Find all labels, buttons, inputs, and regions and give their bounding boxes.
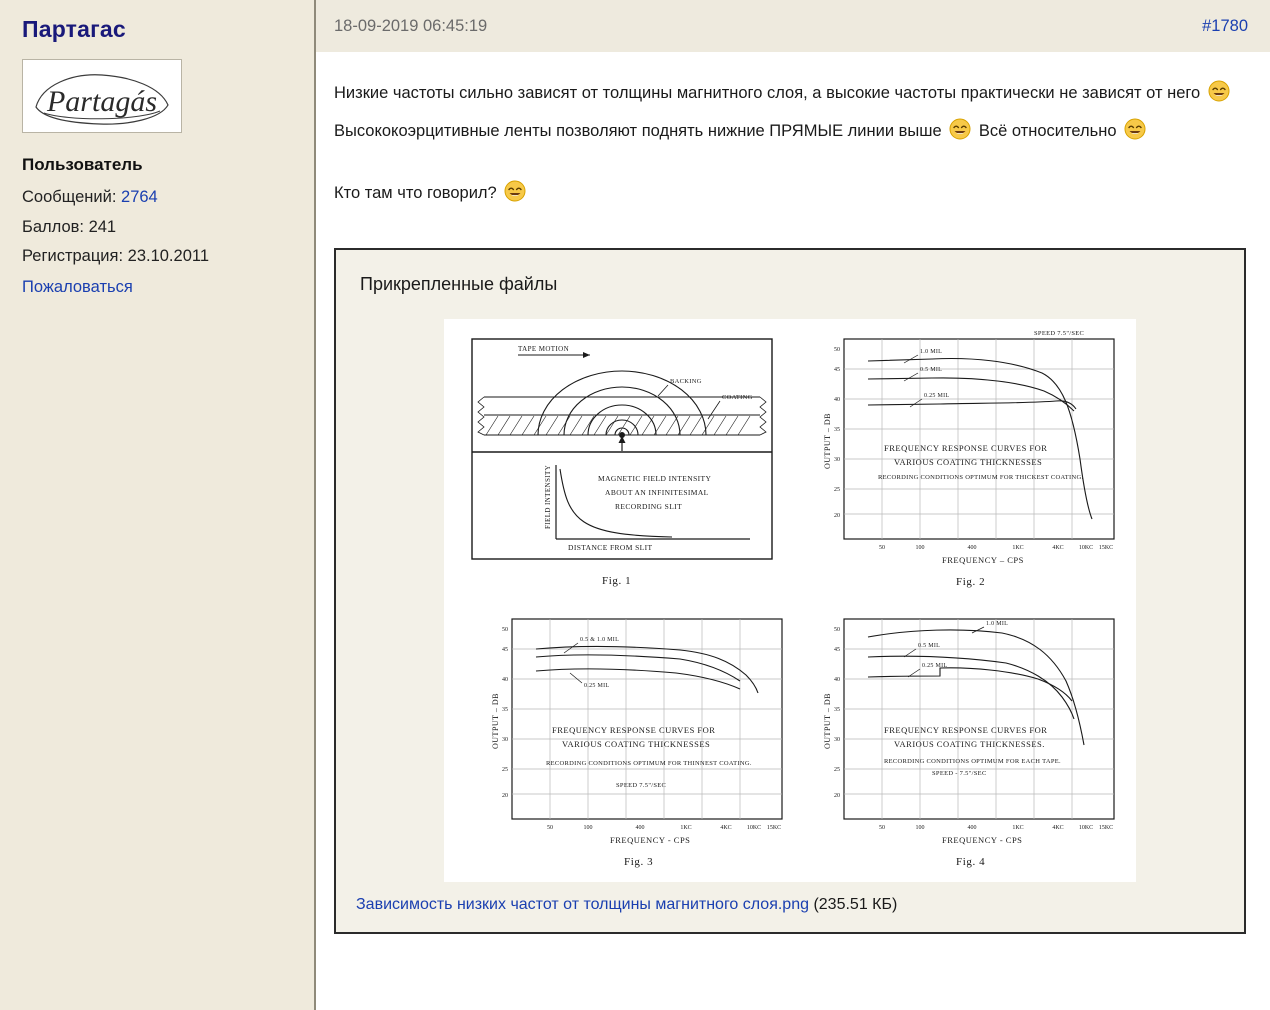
post-permalink[interactable]: #1780 <box>1202 16 1248 35</box>
svg-text:SPEED 7.5"/SEC: SPEED 7.5"/SEC <box>1034 330 1085 337</box>
svg-text:10KC: 10KC <box>1078 545 1094 551</box>
svg-text:50: 50 <box>879 545 885 551</box>
author-rank: Пользователь <box>22 155 143 174</box>
svg-text:Partagás: Partagás <box>46 85 158 118</box>
svg-text:MAGNETIC FIELD INTENSITY: MAGNETIC FIELD INTENSITY <box>598 474 712 483</box>
svg-text:45: 45 <box>502 647 508 653</box>
svg-text:1KC: 1KC <box>680 825 692 831</box>
svg-text:15KC: 15KC <box>1098 825 1114 831</box>
svg-text:FREQUENCY RESPONSE CURVES FOR: FREQUENCY RESPONSE CURVES FOR <box>884 443 1048 453</box>
svg-text:RECORDING CONDITIONS OPTIMUM F: RECORDING CONDITIONS OPTIMUM FOR THINNEST COATING. <box>546 760 752 767</box>
post-body <box>316 52 1270 1010</box>
avatar <box>22 59 182 133</box>
stat-points-value: 241 <box>88 217 117 236</box>
smile-emoji <box>1124 118 1146 152</box>
svg-text:100: 100 <box>915 545 925 551</box>
svg-text:Fig. 2: Fig. 2 <box>956 576 986 588</box>
svg-text:40: 40 <box>502 677 508 683</box>
svg-text:30: 30 <box>834 737 840 743</box>
svg-text:RECORDING SLIT: RECORDING SLIT <box>615 502 683 511</box>
svg-text:VARIOUS COATING THICKNESSES: VARIOUS COATING THICKNESSES <box>894 457 1043 467</box>
svg-text:45: 45 <box>834 367 840 373</box>
attachments-title: Прикрепленные файлы <box>360 274 558 294</box>
svg-text:1KC: 1KC <box>1012 825 1024 831</box>
svg-text:FREQUENCY RESPONSE CURVES FOR: FREQUENCY RESPONSE CURVES FOR <box>552 725 716 735</box>
svg-text:400: 400 <box>967 825 977 831</box>
svg-text:40: 40 <box>834 397 840 403</box>
post-paragraph-1-part-1: Низкие частоты сильно зависят от толщины магнитного слоя, а высокие частоты практически не зависят от него <box>334 84 1205 102</box>
svg-text:1KC: 1KC <box>1012 545 1024 551</box>
svg-text:OUTPUT – DB: OUTPUT – DB <box>823 692 832 749</box>
svg-text:20: 20 <box>502 793 508 799</box>
svg-text:15KC: 15KC <box>766 825 782 831</box>
attachment-caption <box>356 896 1224 914</box>
svg-text:OUTPUT – DB: OUTPUT – DB <box>823 412 832 469</box>
svg-text:1.0 MIL: 1.0 MIL <box>986 621 1009 627</box>
svg-text:40: 40 <box>834 677 840 683</box>
smile-emoji <box>504 180 526 214</box>
stat-registration-value: 23.10.2011 <box>127 247 209 266</box>
svg-text:45: 45 <box>834 647 840 653</box>
svg-text:FREQUENCY - CPS: FREQUENCY - CPS <box>610 835 691 845</box>
author-username[interactable]: Партагас <box>22 16 126 42</box>
svg-text:25: 25 <box>502 767 508 773</box>
svg-text:25: 25 <box>834 767 840 773</box>
svg-text:100: 100 <box>583 825 593 831</box>
post-paragraph-2-part-1: Кто там что говорил? <box>334 184 502 202</box>
svg-text:VARIOUS COATING THICKNESSES.: VARIOUS COATING THICKNESSES. <box>894 739 1045 749</box>
svg-text:20: 20 <box>834 513 840 519</box>
svg-text:25: 25 <box>834 487 840 493</box>
svg-text:0.25 MIL: 0.25 MIL <box>922 663 948 669</box>
svg-text:15KC: 15KC <box>1098 545 1114 551</box>
svg-text:50: 50 <box>547 825 553 831</box>
post-paragraph-1-part-3: Всё относительно <box>974 122 1122 140</box>
svg-text:50: 50 <box>834 347 840 353</box>
svg-text:VARIOUS COATING THICKNESSES: VARIOUS COATING THICKNESSES <box>562 739 711 749</box>
svg-text:50: 50 <box>879 825 885 831</box>
svg-text:FREQUENCY - CPS: FREQUENCY - CPS <box>942 835 1023 845</box>
stat-points-label: Баллов: <box>22 217 84 236</box>
svg-text:0.5 MIL: 0.5 MIL <box>918 643 941 649</box>
stat-posts-value[interactable]: 2764 <box>121 188 158 206</box>
stat-registration <box>22 246 296 267</box>
svg-text:RECORDING CONDITIONS OPTIMUM F: RECORDING CONDITIONS OPTIMUM FOR EACH TAPE. <box>884 758 1061 765</box>
svg-text:100: 100 <box>915 825 925 831</box>
svg-text:SPEED - 7.5"/SEC: SPEED - 7.5"/SEC <box>932 770 987 777</box>
attachment-image[interactable] <box>444 319 1136 882</box>
svg-text:FREQUENCY – CPS: FREQUENCY – CPS <box>942 555 1024 565</box>
svg-text:1.0 MIL: 1.0 MIL <box>920 349 943 355</box>
svg-text:FIELD INTENSITY: FIELD INTENSITY <box>544 464 552 529</box>
svg-text:RECORDING CONDITIONS OPTIMUM F: RECORDING CONDITIONS OPTIMUM FOR THICKEST COATING. <box>878 474 1084 481</box>
post-main <box>316 0 1270 1010</box>
svg-text:0.5 MIL: 0.5 MIL <box>920 367 943 373</box>
tape-coating-figures-diagram <box>444 319 1136 882</box>
partagas-logo-icon <box>26 63 178 129</box>
svg-text:4KC: 4KC <box>1052 825 1064 831</box>
stat-registration-label: Регистрация: <box>22 247 124 266</box>
svg-text:4KC: 4KC <box>720 825 732 831</box>
svg-text:10KC: 10KC <box>1078 825 1094 831</box>
stat-posts-label: Сообщений: <box>22 188 117 206</box>
svg-text:50: 50 <box>502 627 508 633</box>
svg-text:10KC: 10KC <box>746 825 762 831</box>
svg-text:35: 35 <box>834 707 840 713</box>
smile-emoji <box>1208 80 1230 114</box>
svg-text:BACKING: BACKING <box>670 378 702 385</box>
svg-text:0.5 & 1.0 MIL: 0.5 & 1.0 MIL <box>580 637 620 643</box>
svg-text:FREQUENCY RESPONSE CURVES FOR: FREQUENCY RESPONSE CURVES FOR <box>884 725 1048 735</box>
smile-emoji <box>949 118 971 152</box>
post-date: 18-09-2019 06:45:19 <box>334 16 488 35</box>
svg-text:COATING: COATING <box>722 394 753 401</box>
svg-text:35: 35 <box>502 707 508 713</box>
svg-text:30: 30 <box>834 457 840 463</box>
svg-text:TAPE MOTION: TAPE MOTION <box>518 345 570 353</box>
svg-text:SPEED 7.5"/SEC: SPEED 7.5"/SEC <box>616 782 667 789</box>
post-author-sidebar <box>0 0 316 1010</box>
svg-text:OUTPUT – DB: OUTPUT – DB <box>491 692 500 749</box>
svg-text:ABOUT AN INFINITESIMAL: ABOUT AN INFINITESIMAL <box>605 488 709 497</box>
post-paragraph-1-part-2: Высококоэрцитивные ленты позволяют поднять нижние ПРЯМЫЕ линии выше <box>334 122 947 140</box>
svg-text:Fig. 1: Fig. 1 <box>602 575 632 587</box>
attachment-file-link[interactable]: Зависимость низких частот от толщины магнитного слоя.png <box>356 896 809 913</box>
svg-text:DISTANCE FROM SLIT: DISTANCE FROM SLIT <box>568 543 653 552</box>
svg-text:400: 400 <box>967 545 977 551</box>
svg-text:Fig. 3: Fig. 3 <box>624 856 654 868</box>
attachment-file-size: (235.51 КБ) <box>813 896 898 913</box>
svg-text:0.25 MIL: 0.25 MIL <box>584 683 610 689</box>
svg-text:35: 35 <box>834 427 840 433</box>
svg-text:50: 50 <box>834 627 840 633</box>
svg-text:20: 20 <box>834 793 840 799</box>
report-link[interactable]: Пожаловаться <box>22 277 133 296</box>
svg-text:30: 30 <box>502 737 508 743</box>
stat-points <box>22 217 296 238</box>
attachments-panel <box>334 248 1246 934</box>
svg-text:0.25 MIL: 0.25 MIL <box>924 393 950 399</box>
stat-posts <box>22 187 296 208</box>
svg-text:4KC: 4KC <box>1052 545 1064 551</box>
svg-text:400: 400 <box>635 825 645 831</box>
post-paragraph-2 <box>334 176 1248 214</box>
svg-text:Fig. 4: Fig. 4 <box>956 856 986 868</box>
post-header <box>316 0 1270 52</box>
post-paragraph-1 <box>334 76 1248 152</box>
